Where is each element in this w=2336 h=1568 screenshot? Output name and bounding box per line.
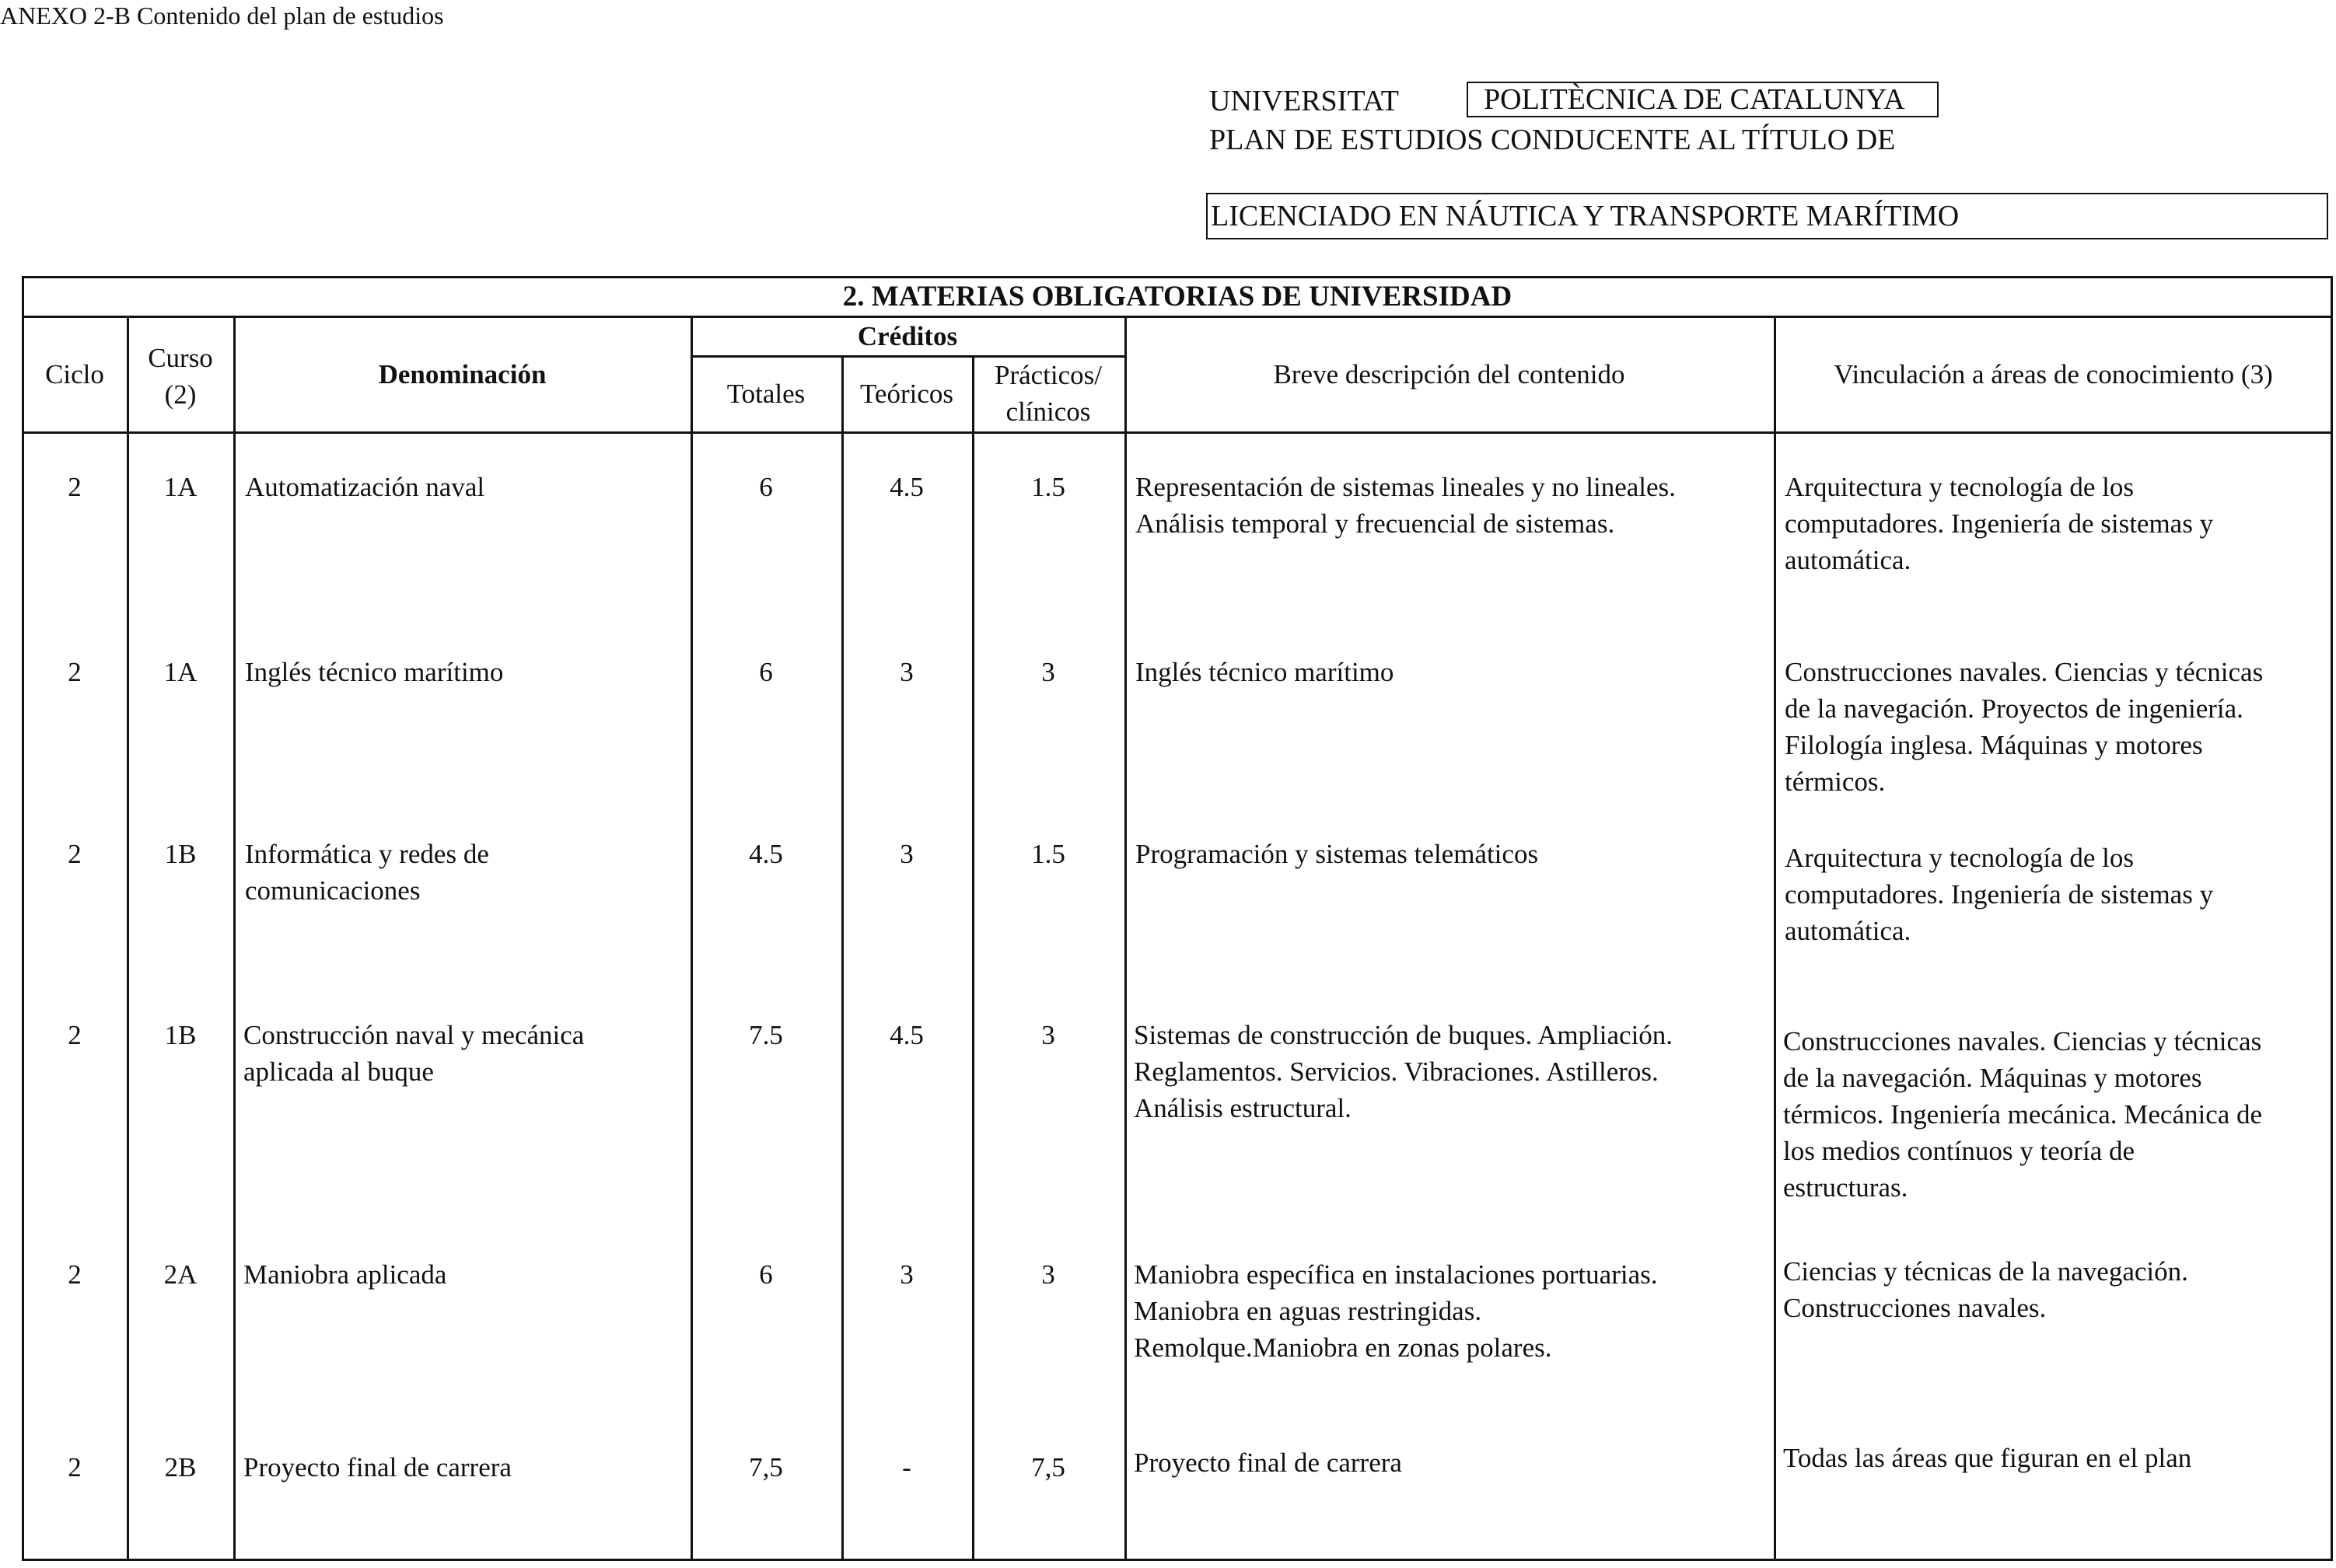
row-1-den-line1: Automatización naval	[245, 472, 485, 502]
row-1-totales: 6	[759, 472, 773, 502]
row-4-desc-line1: Sistemas de construcción de buques. Ampliación.	[1134, 1020, 1673, 1050]
row-2-descripcion	[1135, 654, 1771, 690]
row-6-totales: 7,5	[749, 1452, 783, 1482]
row-2-practicos: 3	[1041, 657, 1055, 687]
row-2-ciclo: 2	[68, 657, 82, 687]
row-3-vinculacion	[1785, 840, 2331, 949]
row-4-vinc-line3: térmicos. Ingeniería mecánica. Mecánica de	[1783, 1099, 2263, 1130]
row-2-desc-line1: Inglés técnico marítimo	[1135, 657, 1394, 687]
row-3-vinc-line2: computadores. Ingeniería de sistemas y	[1785, 879, 2214, 910]
col-header-vinculacion: Vinculación a áreas de conocimiento (3)	[1834, 359, 2273, 389]
row-6-denominacion	[243, 1449, 688, 1486]
row-1-denominacion	[245, 469, 688, 505]
row-2-vinculacion	[1785, 654, 2331, 800]
row-2-vinc-line2: de la navegación. Proyectos de ingeniería.	[1785, 693, 2243, 724]
rule-below-headers	[22, 431, 2333, 434]
col-header-practicos-line1: Prácticos/	[994, 360, 1103, 390]
row-4-totales: 7.5	[749, 1020, 783, 1050]
row-6-teoricos: -	[902, 1452, 911, 1482]
table-title: 2. MATERIAS OBLIGATORIAS DE UNIVERSIDAD	[842, 281, 1512, 313]
row-2-vinc-line1: Construcciones navales. Ciencias y técnicas	[1785, 657, 2264, 687]
row-6-den-line1: Proyecto final de carrera	[243, 1452, 512, 1482]
col-divider-descripcion	[1774, 316, 1776, 1561]
university-name-box: POLITÈCNICA DE CATALUNYA	[1467, 82, 1939, 117]
row-2-totales: 6	[759, 657, 773, 687]
col-header-curso-note: (2)	[164, 379, 197, 410]
row-5-practicos: 3	[1041, 1259, 1055, 1290]
row-4-desc-line2: Reglamentos. Servicios. Vibraciones. Astilleros.	[1134, 1056, 1659, 1087]
col-header-creditos: Créditos	[857, 321, 958, 351]
row-3-den-line1: Informática y redes de	[245, 839, 489, 869]
row-4-vinc-line4: los medios contínuos y teoría de	[1783, 1136, 2135, 1166]
row-5-desc-line3: Remolque.Maniobra en zonas polares.	[1134, 1332, 1552, 1363]
row-6-desc-line1: Proyecto final de carrera	[1134, 1448, 1402, 1478]
rule-below-title	[22, 316, 2333, 318]
col-header-totales: Totales	[726, 379, 806, 409]
row-5-descripcion	[1134, 1256, 1771, 1366]
row-4-den-line1: Construcción naval y mecánica	[243, 1020, 585, 1050]
row-3-descripcion	[1135, 836, 1771, 872]
row-5-vinc-line1: Ciencias y técnicas de la navegación.	[1783, 1256, 2188, 1287]
row-6-descripcion	[1134, 1444, 1771, 1481]
row-3-curso: 1B	[164, 839, 197, 869]
row-5-den-line1: Maniobra aplicada	[243, 1259, 447, 1290]
row-5-ciclo: 2	[68, 1259, 82, 1290]
row-3-ciclo: 2	[68, 839, 82, 869]
row-1-descripcion	[1135, 469, 1771, 542]
row-6-vinculacion	[1783, 1440, 2331, 1476]
row-6-practicos: 7,5	[1031, 1452, 1065, 1482]
row-1-ciclo: 2	[68, 472, 82, 502]
row-2-den-line1: Inglés técnico marítimo	[245, 657, 504, 687]
annex-title: ANEXO 2-B Contenido del plan de estudios	[0, 2, 444, 30]
row-3-vinc-line1: Arquitectura y tecnología de los	[1785, 843, 2135, 873]
row-1-vinc-line1: Arquitectura y tecnología de los	[1785, 472, 2135, 502]
row-2-teoricos: 3	[900, 657, 914, 687]
row-4-teoricos: 4.5	[890, 1020, 924, 1050]
row-3-vinc-line3: automática.	[1785, 916, 1911, 946]
col-header-descripcion: Breve descripción del contenido	[1273, 359, 1625, 389]
row-2-vinc-line3: Filología inglesa. Máquinas y motores	[1785, 730, 2203, 760]
row-4-desc-line3: Análisis estructural.	[1134, 1093, 1352, 1123]
col-divider-totales	[841, 355, 844, 1561]
row-4-practicos: 3	[1041, 1020, 1055, 1050]
row-4-denominacion	[243, 1017, 688, 1090]
col-header-denominacion: Denominación	[378, 359, 547, 389]
row-6-ciclo: 2	[68, 1452, 82, 1482]
col-header-practicos	[972, 357, 1124, 430]
row-3-desc-line1: Programación y sistemas telemáticos	[1135, 839, 1539, 869]
row-1-vinculacion	[1785, 469, 2331, 578]
row-3-practicos: 1.5	[1031, 839, 1065, 869]
col-divider-teoricos	[972, 355, 974, 1561]
col-header-practicos-line2: clínicos	[1005, 396, 1091, 427]
row-4-vinc-line5: estructuras.	[1783, 1172, 1908, 1203]
row-5-denominacion	[243, 1256, 688, 1293]
row-1-curso: 1A	[163, 472, 198, 502]
row-1-teoricos: 4.5	[890, 472, 924, 502]
row-3-teoricos: 3	[900, 839, 914, 869]
row-3-denominacion	[245, 836, 688, 909]
col-header-curso-label: Curso	[148, 343, 213, 373]
university-label: UNIVERSITAT	[1209, 85, 1399, 117]
row-3-den-line2: comunicaciones	[245, 875, 421, 906]
row-1-desc-line1: Representación de sistemas lineales y no lineales.	[1135, 472, 1676, 502]
row-1-vinc-line3: automática.	[1785, 545, 1911, 575]
row-2-denominacion	[245, 654, 688, 690]
row-4-descripcion	[1134, 1017, 1771, 1126]
row-4-vinc-line1: Construcciones navales. Ciencias y técnicas	[1783, 1026, 2262, 1056]
row-5-vinc-line2: Construcciones navales.	[1783, 1293, 2047, 1323]
row-6-curso: 2B	[164, 1452, 197, 1482]
row-4-ciclo: 2	[68, 1020, 82, 1050]
degree-title-box: LICENCIADO EN NÁUTICA Y TRANSPORTE MARÍTIMO	[1206, 193, 2328, 239]
row-1-desc-line2: Análisis temporal y frecuencial de sistemas.	[1135, 508, 1615, 539]
row-1-vinc-line2: computadores. Ingeniería de sistemas y	[1785, 508, 2214, 539]
row-1-practicos: 1.5	[1031, 472, 1065, 502]
row-6-vinc-line1: Todas las áreas que figuran en el plan	[1783, 1443, 2192, 1473]
row-5-desc-line1: Maniobra específica en instalaciones portuarias.	[1134, 1259, 1658, 1290]
row-5-totales: 6	[759, 1259, 773, 1290]
plan-label: PLAN DE ESTUDIOS CONDUCENTE AL TÍTULO DE	[1209, 124, 1896, 156]
row-2-curso: 1A	[163, 657, 198, 687]
col-header-ciclo: Ciclo	[45, 359, 104, 389]
row-4-curso: 1B	[164, 1020, 197, 1050]
row-2-vinc-line4: térmicos.	[1785, 767, 1886, 797]
row-4-vinc-line2: de la navegación. Máquinas y motores	[1783, 1063, 2202, 1093]
row-5-teoricos: 3	[900, 1259, 914, 1290]
col-header-teoricos: Teóricos	[859, 379, 953, 409]
row-4-den-line2: aplicada al buque	[243, 1056, 434, 1087]
row-5-desc-line2: Maniobra en aguas restringidas.	[1134, 1296, 1482, 1326]
col-divider-practicos	[1124, 316, 1127, 1561]
row-3-totales: 4.5	[749, 839, 783, 869]
row-4-vinculacion	[1783, 1023, 2331, 1206]
row-5-vinculacion	[1783, 1253, 2331, 1326]
row-5-curso: 2A	[163, 1259, 198, 1290]
col-header-curso	[127, 340, 234, 413]
